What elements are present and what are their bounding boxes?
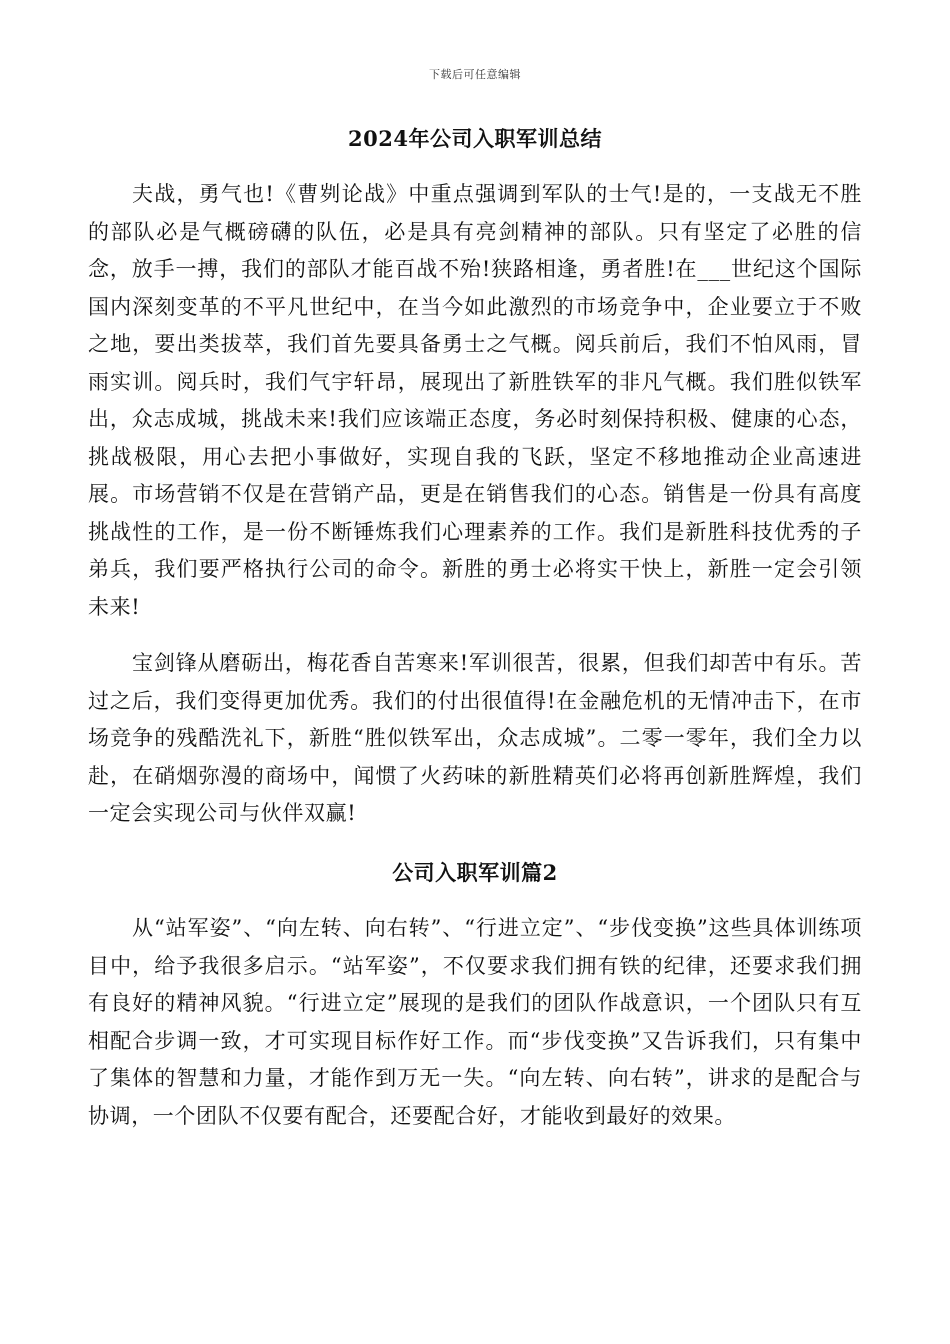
section-2-title: 公司入职军训篇2 [392, 860, 558, 885]
header-note: 下载后可任意编辑 [429, 68, 521, 81]
document-title: 2024年公司入职军训总结 [348, 126, 602, 151]
body-paragraph-2: 宝剑锋从磨砺出，梅花香自苦寒来!军训很苦，很累，但我们却苦中有乐。苦过之后，我们变得更加优秀。我们的付出很值得!在金融危机的无情冲击下，在市场竞争的残酷洗礼下，新胜“胜似铁军出，众志成城”。二零一零年，我们全力以赴，在硝烟弥漫的商场中，闻惯了火药味的新胜精英们必将再创新胜辉煌，我们一定会实现公司与伙伴双赢! [88, 651, 862, 825]
section-2-paragraph-block [88, 910, 862, 1135]
body-paragraph-2-block [88, 645, 862, 833]
body-paragraph-1: 夫战，勇气也!《曹刿论战》中重点强调到军队的士气!是的，一支战无不胜的部队必是气概磅礴的队伍，必是具有亮剑精神的部队。只有坚定了必胜的信念，放手一搏，我们的部队才能百战不殆!狭路相逢，勇者胜!在___世纪这个国际国内深刻变革的不平凡世纪中，在当今如此激烈的市场竞争中，企业要立于不败之地，要出类拔萃，我们首先要具备勇士之气概。阅兵前后，我们不怕风雨，冒雨实训。阅兵时，我们气宇轩昂，展现出了新胜铁军的非凡气概。我们胜似铁军出，众志成城，挑战未来!我们应该端正态度，务必时刻保持积极、健康的心态，挑战极限，用心去把小事做好，实现自我的飞跃，坚定不移地推动企业高速进展。市场营销不仅是在营销产品，更是在销售我们的心态。销售是一份具有高度挑战性的工作，是一份不断锤炼我们心理素养的工作。我们是新胜科技优秀的子弟兵，我们要严格执行公司的命令。新胜的勇士必将实干快上，新胜一定会引领未来! [88, 182, 862, 619]
section-2-paragraph: 从“站军姿”、“向左转、向右转”、“行进立定”、“步伐变换”这些具体训练项目中，给予我很多启示。“站军姿”，不仅要求我们拥有铁的纪律，还要求我们拥有良好的精神风貌。“行进立定”展现的是我们的团队作战意识，一个团队只有互相配合步调一致，才可实现目标作好工作。而“步伐变换”又告诉我们，只有集中了集体的智慧和力量，才能作到万无一失。“向左转、向右转”，讲求的是配合与协调，一个团队不仅要有配合，还要配合好，才能收到最好的效果。 [88, 916, 862, 1128]
body-paragraph-1-block [88, 176, 862, 626]
